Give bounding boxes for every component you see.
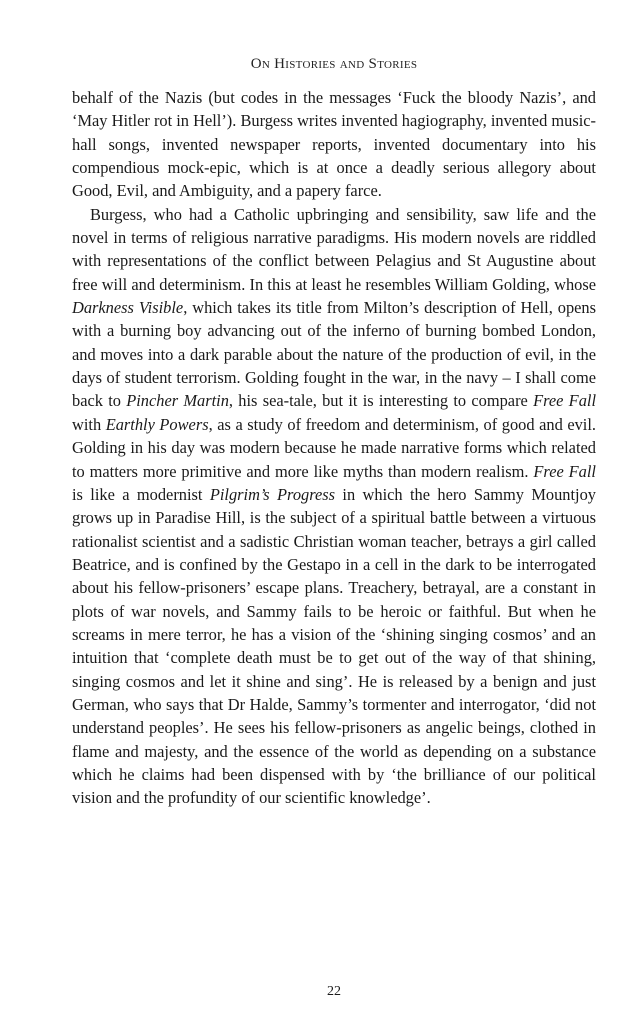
book-title-pilgrims-progress: Pilgrim’s Progress <box>209 484 336 504</box>
text-segment: in which the hero Sammy Mountjoy grows up in Paradise Hill, is the subject of a spiritual battle between a virtuous rationalist scientist and a sadistic Christian woman teacher, betrays a girl called Beatrice, and is confined by the Gestapo in a cell in the dark to be interrogated about his fellow-prisoners’ escape plans. Treachery, betrayal, are a constant in plots of war novels, and Sammy fails to be heroic or faithful. But when he screams in mere terror, he has a vision of the ‘shining singing cosmos’ and an intuition that ‘complete death must be to get out of the way of that shining, singing cosmos and let it shine and sing’. He is released by a benign and just German, who says that Dr Halde, Sammy’s tormenter and interrogator, ‘did not understand peoples’. He sees his fellow-prisoners as angelic beings, clothed in flame and majesty, and the essence of the world as depending on a substance which he claims had been dispensed with by ‘the brilliance of our political vision and the profundity of our scientific knowledge’. <box>72 484 596 808</box>
running-head: On Histories and Stories <box>250 56 418 72</box>
book-title-earthly-powers: Earthly Powers <box>105 414 209 434</box>
body-text <box>72 86 596 810</box>
text-segment: is like a modernist <box>72 484 210 504</box>
book-title-darkness-visible: Darkness Visible <box>72 298 184 318</box>
page-number: 22 <box>327 984 341 999</box>
text-segment: , his sea-tale, but it is interesting to compare <box>228 391 534 411</box>
paragraph-2 <box>72 203 596 810</box>
book-title-free-fall: Free Fall <box>533 391 596 411</box>
text-segment: with <box>72 414 106 434</box>
paragraph-1 <box>72 86 596 203</box>
book-title-pincher-martin: Pincher Martin <box>126 391 229 411</box>
text-segment: , as a study of freedom and determinism, of good and evil. Golding in his day was modern because he made narrative forms which related to matters more primitive and more like myths than modern realism. <box>72 414 597 481</box>
text-segment: Burgess, who had a Catholic upbringing and sensibility, saw life and the novel in terms of religious narrative paradigms. His modern novels are riddled with representations of the conflict between Pelagius and St Augustine about free will and determinism. In this at least he resembles William Golding, whose <box>72 204 596 294</box>
text-segment: , which takes its title from Milton’s description of Hell, opens with a burning boy advancing out of the inferno of burning bombed London, and moves into a dark parable about the nature of the production of evil, in the days of student terrorism. Golding fought in the war, in the navy – I shall come back to <box>72 298 596 411</box>
book-title-free-fall: Free Fall <box>533 461 596 481</box>
text-segment: behalf of the Nazis (but codes in the messages ‘Fuck the bloody Nazis’, and ‘May Hitler rot in Hell’). Burgess writes invented hagiography, invented music-hall songs, invented newspaper reports, invented documentary into his compendious mock-epic, which is at once a deadly serious allegory about Good, Evil, and Ambiguity, and a papery farce. <box>72 88 596 201</box>
